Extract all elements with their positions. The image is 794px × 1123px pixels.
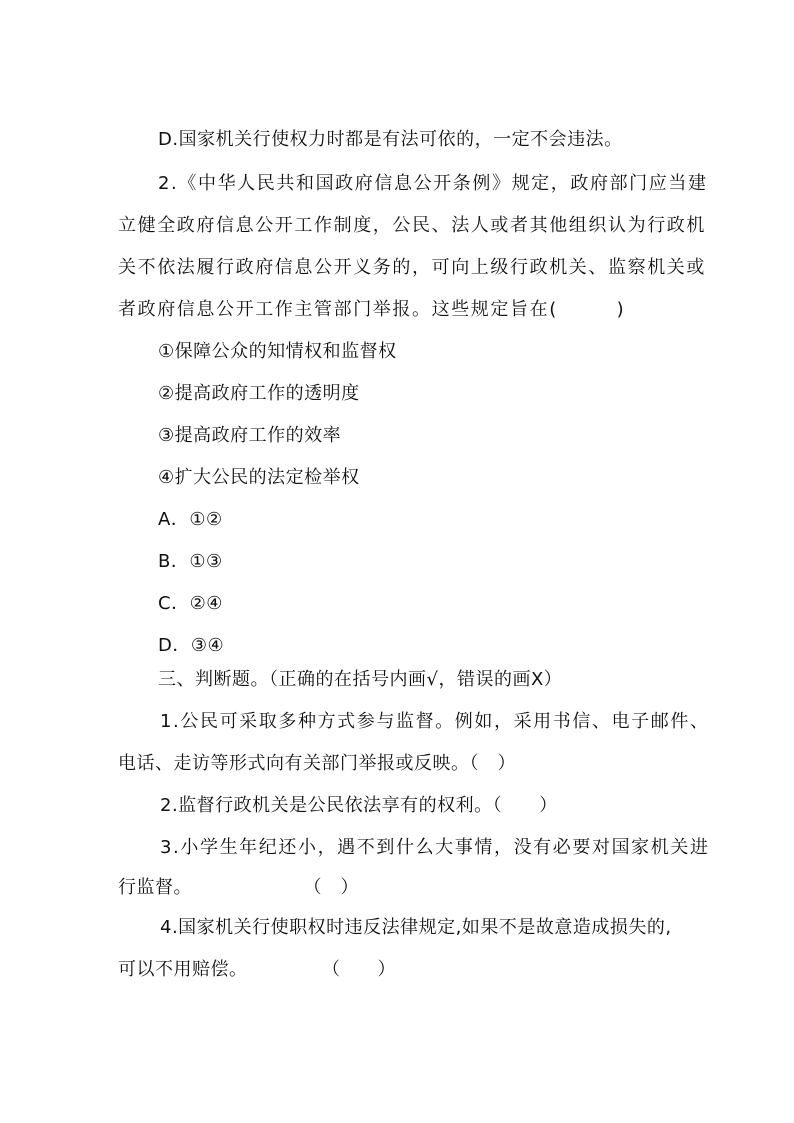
judgment-3-line-1: 3.小学生年纪还小，遇不到什么大事情，没有必要对国家机关进	[160, 837, 710, 858]
judgment-3-line-2: 行监督。 （ ）	[118, 877, 359, 898]
option-d-line: D.国家机关行使权力时都是有法可依的，一定不会违法。	[158, 129, 623, 150]
choice-b: B．①③	[158, 551, 223, 572]
section-3-heading: 三、判断题。（正确的在括号内画√，错误的画X）	[158, 669, 563, 690]
statement-2: ②提高政府工作的透明度	[158, 383, 360, 404]
statement-3: ③提高政府工作的效率	[158, 425, 342, 446]
judgment-1-line-2: 电话、走访等形式向有关部门举报或反映。（ ）	[118, 753, 516, 774]
question-2-line-4: 者政府信息公开工作主管部门举报。这些规定旨在( )	[118, 299, 626, 320]
choice-c: C．②④	[158, 593, 223, 614]
choice-a: A．①②	[158, 509, 223, 530]
judgment-4-line-1: 4.国家机关行使职权时违反法律规定,如果不是故意造成损失的,	[160, 917, 672, 938]
judgment-1-line-1: 1.公民可采取多种方式参与监督。例如，采用书信、电子邮件、	[160, 711, 710, 732]
judgment-4-line-2: 可以不用赔偿。 （ ）	[118, 959, 396, 980]
question-2-line-1: 2.《中华人民共和国政府信息公开条例》规定，政府部门应当建	[158, 173, 708, 194]
choice-d: D．③④	[158, 635, 225, 656]
statement-1: ①保障公众的知情权和监督权	[158, 341, 397, 362]
question-2-line-3: 关不依法履行政府信息公开义务的，可向上级行政机关、监察机关或	[118, 257, 706, 278]
question-2-line-2: 立健全政府信息公开工作制度，公民、法人或者其他组织认为行政机	[118, 215, 706, 236]
judgment-2: 2.监督行政机关是公民依法享有的权利。（ ）	[160, 795, 558, 816]
statement-4: ④扩大公民的法定检举权	[158, 467, 360, 488]
